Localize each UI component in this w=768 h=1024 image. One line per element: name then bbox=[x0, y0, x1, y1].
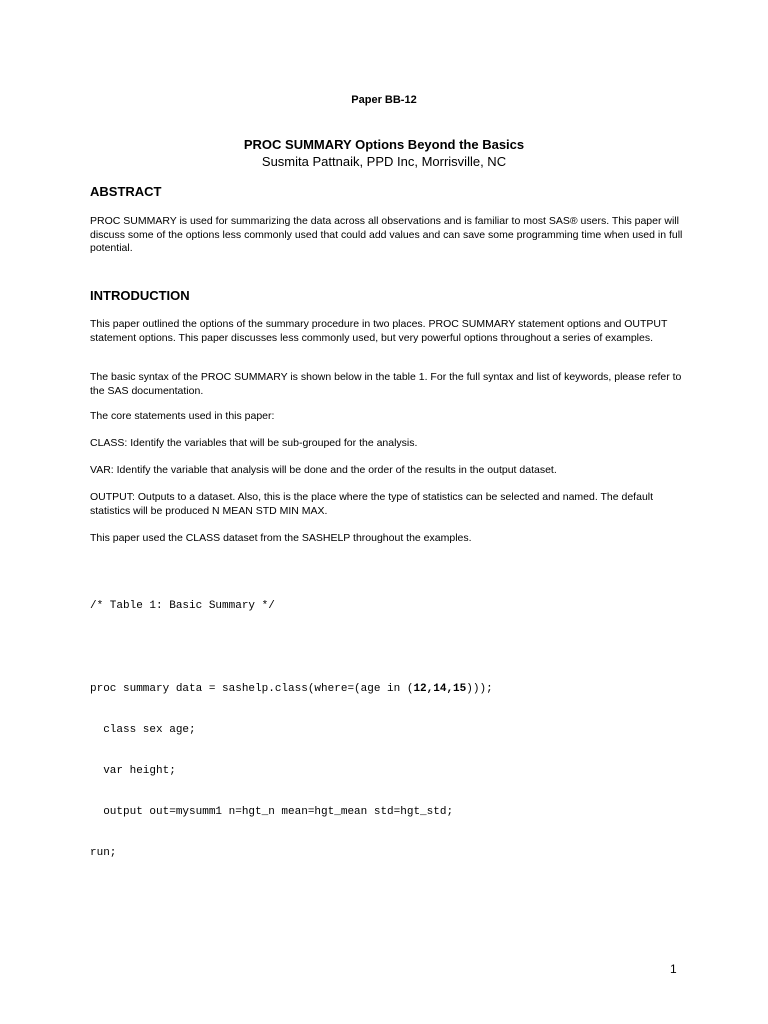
introduction-heading: INTRODUCTION bbox=[90, 288, 190, 303]
code-line-output: output out=mysumm1 n=hgt_n mean=hgt_mean std=hgt_std; bbox=[90, 805, 454, 818]
intro-paragraph-class: CLASS: Identify the variables that will be sub-grouped for the analysis. bbox=[90, 437, 418, 449]
paper-id: Paper BB-12 bbox=[351, 94, 417, 106]
code-proc-values: 12,14,15 bbox=[413, 682, 467, 695]
intro-paragraph-3: The core statements used in this paper: bbox=[90, 410, 275, 422]
code-comment: /* Table 1: Basic Summary */ bbox=[90, 600, 275, 613]
code-line-class: class sex age; bbox=[90, 723, 196, 736]
page-number: 1 bbox=[670, 962, 677, 976]
code-proc-pre: proc summary data = sashelp.class(where=(age in ( bbox=[90, 682, 414, 695]
code-block bbox=[90, 573, 690, 888]
intro-paragraph-dataset: This paper used the CLASS dataset from the SASHELP throughout the examples. bbox=[90, 532, 472, 544]
code-line-run: run; bbox=[90, 847, 117, 860]
intro-paragraph-output: OUTPUT: Outputs to a dataset. Also, this is the place where the type of statistics can be selected and named. The default statistics will be produced N MEAN STD MIN MAX. bbox=[90, 491, 654, 517]
paper-authors: Susmita Pattnaik, PPD Inc, Morrisville, NC bbox=[261, 154, 507, 169]
code-line-var: var height; bbox=[90, 764, 176, 777]
intro-paragraph-2: The basic syntax of the PROC SUMMARY is shown below in the table 1. For the full syntax and list of keywords, please refer to the SAS documentation. bbox=[90, 371, 682, 397]
intro-paragraph-1: This paper outlined the options of the summary procedure in two places. PROC SUMMARY statement options and OUTPUT statement options. This paper discusses less commonly used, but very powerful options throughout a series of examples. bbox=[90, 318, 668, 344]
paper-title: PROC SUMMARY Options Beyond the Basics bbox=[243, 137, 525, 152]
abstract-heading: ABSTRACT bbox=[90, 184, 162, 199]
code-proc-post: ))); bbox=[466, 682, 493, 695]
code-line-proc bbox=[90, 683, 690, 697]
intro-paragraph-var: VAR: Identify the variable that analysis will be done and the order of the results in the output dataset. bbox=[90, 464, 557, 476]
code-blank-line bbox=[90, 642, 690, 656]
abstract-text: PROC SUMMARY is used for summarizing the data across all observations and is familiar to most SAS® users. This paper will discuss some of the options less commonly used that could add values and can save some programming time when used in full potential. bbox=[90, 215, 683, 254]
